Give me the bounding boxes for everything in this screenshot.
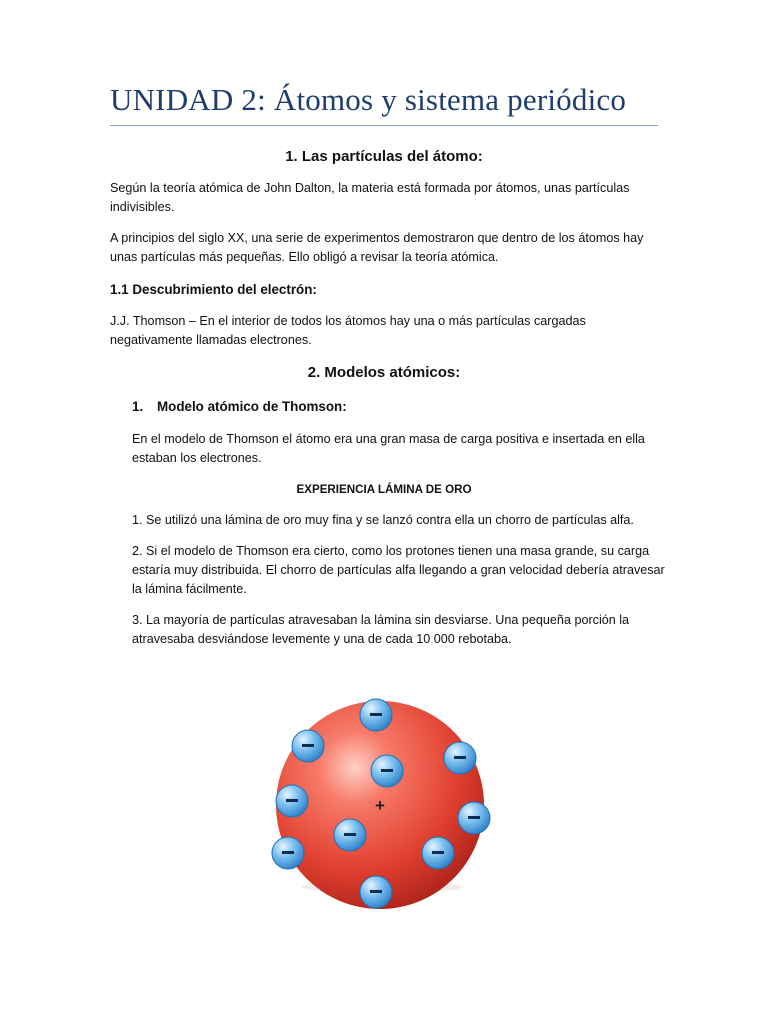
positive-charge-sign: + bbox=[375, 796, 385, 815]
electron-minus-sign bbox=[370, 890, 382, 893]
electron-minus-sign bbox=[286, 799, 298, 802]
page-title: UNIDAD 2: Átomos y sistema periódico bbox=[110, 82, 627, 117]
electron bbox=[458, 802, 490, 834]
electron-minus-sign bbox=[381, 769, 393, 772]
thomson-atom-illustration bbox=[260, 690, 500, 920]
thomson-model-heading bbox=[132, 399, 347, 414]
electron bbox=[360, 699, 392, 731]
electron-minus-sign bbox=[282, 851, 294, 854]
experiment-step-3: 3. La mayoría de partículas atravesaban la lámina sin desviarse. Una pequeña porción la atravesaba desviándose levemente y una de cada 10 000 rebotaba. bbox=[132, 613, 630, 646]
thomson-model-title: Modelo atómico de Thomson: bbox=[157, 399, 347, 414]
experiment-step-2: 2. Si el modelo de Thomson era cierto, como los protones tienen una masa grande, su carga estaría muy distribuida. El chorro de partículas alfa llegando a gran velocidad debería atravesar la lámina fácilmente. bbox=[132, 544, 665, 596]
paragraph-experiments: A principios del siglo XX, una serie de experimentos demostraron que dentro de los átomos hay unas partículas más pequeñas. Ello obligó a revisar la teoría atómica. bbox=[110, 231, 644, 264]
electron-minus-sign bbox=[454, 756, 466, 759]
experiment-step-1: 1. Se utilizó una lámina de oro muy fina y se lanzó contra ella un chorro de partículas alfa. bbox=[132, 513, 634, 527]
electron bbox=[334, 819, 366, 851]
electron bbox=[360, 876, 392, 908]
electron-minus-sign bbox=[302, 744, 314, 747]
experiment-heading: EXPERIENCIA LÁMINA DE ORO bbox=[296, 483, 472, 496]
section-1-heading: 1. Las partículas del átomo: bbox=[285, 148, 483, 165]
paragraph-dalton: Según la teoría atómica de John Dalton, la materia está formada por átomos, unas partículas indivisibles. bbox=[110, 181, 630, 214]
electron bbox=[444, 742, 476, 774]
electron-minus-sign bbox=[468, 816, 480, 819]
electron bbox=[272, 837, 304, 869]
paragraph-thomson-electrons: J.J. Thomson – En el interior de todos los átomos hay una o más partículas cargadas negativamente llamadas electrones. bbox=[110, 314, 586, 347]
section-2-heading: 2. Modelos atómicos: bbox=[307, 364, 461, 381]
electron bbox=[371, 755, 403, 787]
electron-minus-sign bbox=[432, 851, 444, 854]
subsection-electron-heading: 1.1 Descubrimiento del electrón: bbox=[110, 282, 317, 297]
electron bbox=[276, 785, 308, 817]
electron-minus-sign bbox=[370, 713, 382, 716]
electron bbox=[292, 730, 324, 762]
paragraph-thomson-model: En el modelo de Thomson el átomo era una gran masa de carga positiva e insertada en ella estaban los electrones. bbox=[132, 432, 645, 465]
list-number: 1. bbox=[132, 399, 144, 414]
title-divider bbox=[110, 125, 658, 126]
electron-minus-sign bbox=[344, 833, 356, 836]
electron bbox=[422, 837, 454, 869]
